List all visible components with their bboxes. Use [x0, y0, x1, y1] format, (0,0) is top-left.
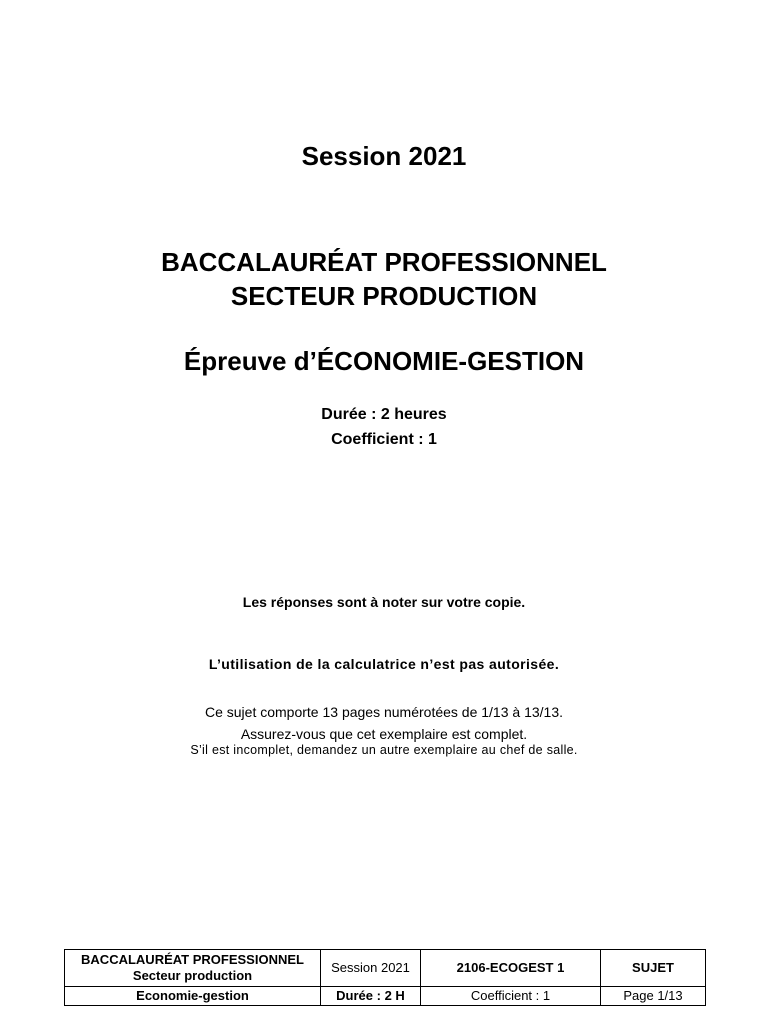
footer-duration-cell: Durée : 2 H	[321, 987, 421, 1006]
footer-code-cell: 2106-ECOGEST 1	[421, 950, 601, 987]
footer-session-cell: Session 2021	[321, 950, 421, 987]
footer-row-top	[65, 950, 706, 987]
calculator-instruction: L’utilisation de la calculatrice n’est pas autorisée.	[208, 656, 560, 672]
footer-diploma-line2: Secteur production	[132, 968, 253, 983]
exam-duration: Durée : 2 heures	[321, 406, 447, 423]
diploma-title-line1: BACCALAURÉAT PROFESSIONNEL	[161, 247, 607, 277]
exam-coefficient: Coefficient : 1	[331, 431, 437, 448]
diploma-title	[0, 245, 768, 313]
pages-count-note: Ce sujet comporte 13 pages numérotées de 1/13 à 13/13.	[204, 704, 563, 720]
diploma-title-line2: SECTEUR PRODUCTION	[230, 281, 538, 311]
footer-doc-type-cell: SUJET	[601, 950, 706, 987]
check-complete-text: Assurez-vous que cet exemplaire est complet.	[240, 726, 528, 742]
footer-coefficient-cell: Coefficient : 1	[421, 987, 601, 1006]
if-incomplete-text: S’il est incomplet, demandez un autre exemplaire au chef de salle.	[190, 743, 578, 757]
exam-info	[0, 402, 768, 452]
footer-row-bottom	[65, 987, 706, 1006]
footer-diploma-cell	[65, 950, 321, 987]
footer-table	[64, 949, 706, 1006]
completeness-note	[0, 726, 768, 758]
answers-instruction: Les réponses sont à noter sur votre copie.	[242, 594, 526, 610]
exam-title: Épreuve d’ÉCONOMIE-GESTION	[183, 346, 585, 376]
footer-diploma-line1: BACCALAURÉAT PROFESSIONNEL	[81, 952, 304, 967]
footer-page-cell: Page 1/13	[601, 987, 706, 1006]
session-heading: Session 2021	[301, 141, 467, 171]
footer-subject-cell: Economie-gestion	[65, 987, 321, 1006]
